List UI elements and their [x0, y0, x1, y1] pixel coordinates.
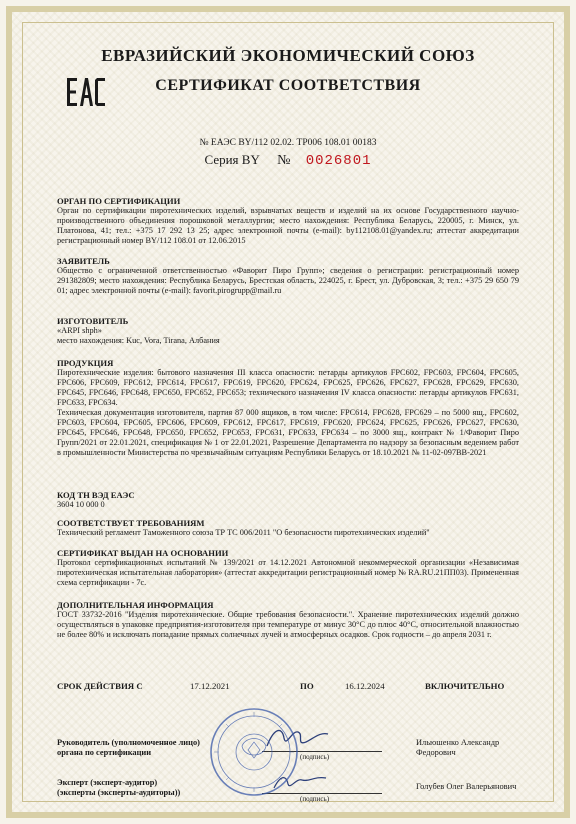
- certificate-number: № ЕАЭС BY/112 02.02. ТР006 108.01 00183: [199, 138, 377, 148]
- section-title: ИЗГОТОВИТЕЛЬ: [57, 316, 129, 326]
- section-authority: [57, 196, 519, 246]
- expert-label: [57, 778, 180, 798]
- official-stamp: [208, 706, 300, 798]
- product-description: Пиротехнические изделия: бытового назначения III класса опасности: петарды артикулов FPC602, FPC603, FPC604, FPC605, FPC606, FPC609, FPC612, FPC614, FPC617, FPC619, FPC620, FPC624, FPC625, FPC626, FPC627, FPC628, FPC629, FPC630, FPC645, FPC646, FPC648, FPC650, FPC652, FPC653; технического назначения IV класса опасности: петарды артикулов FPC631, FPC633, FPC634.: [57, 368, 519, 407]
- series-value: 0026801: [305, 153, 372, 169]
- section-title: СООТВЕТСТВУЕТ ТРЕБОВАНИЯМ: [57, 518, 205, 528]
- certificate-title: СЕРТИФИКАТ СООТВЕТСТВИЯ: [155, 77, 421, 94]
- section-text: Орган по сертификации пиротехнических изделий, взрывчатых веществ и изделий на их основе Государственного научно-производственного объединения порошковой металлургии; место нахождения: Республика Беларусь, 220005, г. Минск, ул. Платонова, 41; тел.: +375 17 292 13 25; адрес электронной почты (e-mail): by112108.01@yandex.ru; аттестат аккредитации регистрационный номер BY/112 108.01 от 12.06.2015: [57, 206, 519, 245]
- section-text: Технический регламент Таможенного союза ТР ТС 006/2011 "О безопасности пиротехнических изделий": [57, 528, 430, 537]
- validity-from: 17.12.2021: [190, 681, 230, 691]
- head-label: [57, 738, 200, 758]
- validity-to: 16.12.2024: [345, 681, 385, 691]
- expert-signature-caption: (подпись): [300, 795, 330, 803]
- section-product: [57, 358, 519, 458]
- manufacturer-name: «ARPI shph»: [57, 326, 102, 335]
- section-text: Общество с ограниченной ответственностью «Фаворит Пиро Групп»; сведения о регистрации: регистрационный номер 291382809; место нахождения: Республика Беларусь, Брестская область, 224025, г. Брест, ул. Дубровская, 3; тел.: +375 29 650 79 01; адрес электронной почты (e-mail): favorit.pirogrupp@mail.ru: [57, 266, 519, 295]
- section-basis: [57, 548, 519, 588]
- series-line: [0, 152, 576, 169]
- head-name-line1: Ильюшенко Александр: [416, 738, 500, 747]
- section-title: ОРГАН ПО СЕРТИФИКАЦИИ: [57, 196, 181, 206]
- section-complies: [57, 518, 519, 538]
- product-documentation: Техническая документация изготовителя, партия 87 000 ящиков, в том числе: FPC614, FPC628, FPC629 – по 5000 ящ., FPC602, FPC603, FPC604, FPC605, FPC606, FPC609, FPC612, FPC617, FPC619, FPC620, FPC624, FPC625, FPC626, FPC627, FPC630, FPC645, FPC646, FPC648, FPC650, FPC652, FPC653, FPC631, FPC633, FPC634 – по 3000 ящ., контракт № 1/Фаворит Пиро Групп/2021 от 22.01.2021, спецификация № 1 от 22.01.2021, Разрешение Департамента по надзору за безопасным ведением работ в промышленности Министерства по чрезвычайным ситуациям Республики Беларусь от 18.10.2021 № 11-02-097ВВ-2021: [57, 408, 519, 457]
- section-title: ЗАЯВИТЕЛЬ: [57, 256, 110, 266]
- head-label-line1: Руководитель (уполномоченное лицо): [57, 738, 200, 747]
- head-signature-caption: (подпись): [300, 753, 330, 761]
- head-name-line2: Федорович: [416, 748, 456, 757]
- expert-label-line2: (эксперты (эксперты-аудиторы)): [57, 788, 181, 797]
- section-additional: [57, 600, 519, 640]
- section-title: ДОПОЛНИТЕЛЬНАЯ ИНФОРМАЦИЯ: [57, 600, 214, 610]
- union-title: ЕВРАЗИЙСКИЙ ЭКОНОМИЧЕСКИЙ СОЮЗ: [101, 46, 475, 65]
- section-text: Протокол сертификационных испытаний № 139/2021 от 14.12.2021 Автономной некоммерческой организации «Независимая пиротехническая испытательная лаборатория» (аттестат аккредитации регистрационный номер № RA.RU.21ПП03). Примененная схема сертификации - 7с.: [57, 558, 519, 587]
- section-title: СЕРТИФИКАТ ВЫДАН НА ОСНОВАНИИ: [57, 548, 229, 558]
- validity-inclusive: ВКЛЮЧИТЕЛЬНО: [425, 681, 505, 691]
- head-label-line2: органа по сертификации: [57, 748, 152, 757]
- series-label: Серия BY: [204, 152, 260, 167]
- section-applicant: [57, 256, 519, 296]
- manufacturer-address: место нахождения: Kuc, Vora, Tirana, Албания: [57, 336, 220, 345]
- section-hs-code: [57, 490, 519, 510]
- number-sign: №: [277, 153, 291, 168]
- section-text: ГОСТ 33732-2016 "Изделия пиротехнические. Общие требования безопасности.". Хранение пиротехнических изделий должно осуществляться в упаковке предприятия-изготовителя при температуре от минус 30°C до плюс 40°C, относительной влажностью не более 80% и исключать попадание прямых солнечных лучей и атмосферных осадков. Срок годности – до апреля 2031 г.: [57, 610, 519, 639]
- section-title: КОД ТН ВЭД ЕАЭС: [57, 490, 135, 500]
- section-title: ПРОДУКЦИЯ: [57, 358, 114, 368]
- validity-label: СРОК ДЕЙСТВИЯ С: [57, 681, 143, 691]
- hs-code-value: 3604 10 000 0: [57, 500, 105, 509]
- eac-logo: [66, 76, 106, 108]
- validity-to-label: ПО: [300, 681, 314, 691]
- section-manufacturer: [57, 316, 519, 346]
- head-name: [416, 738, 499, 758]
- expert-label-line1: Эксперт (эксперт-аудитор): [57, 778, 158, 787]
- expert-name: Голубев Олег Валерьянович: [416, 782, 517, 791]
